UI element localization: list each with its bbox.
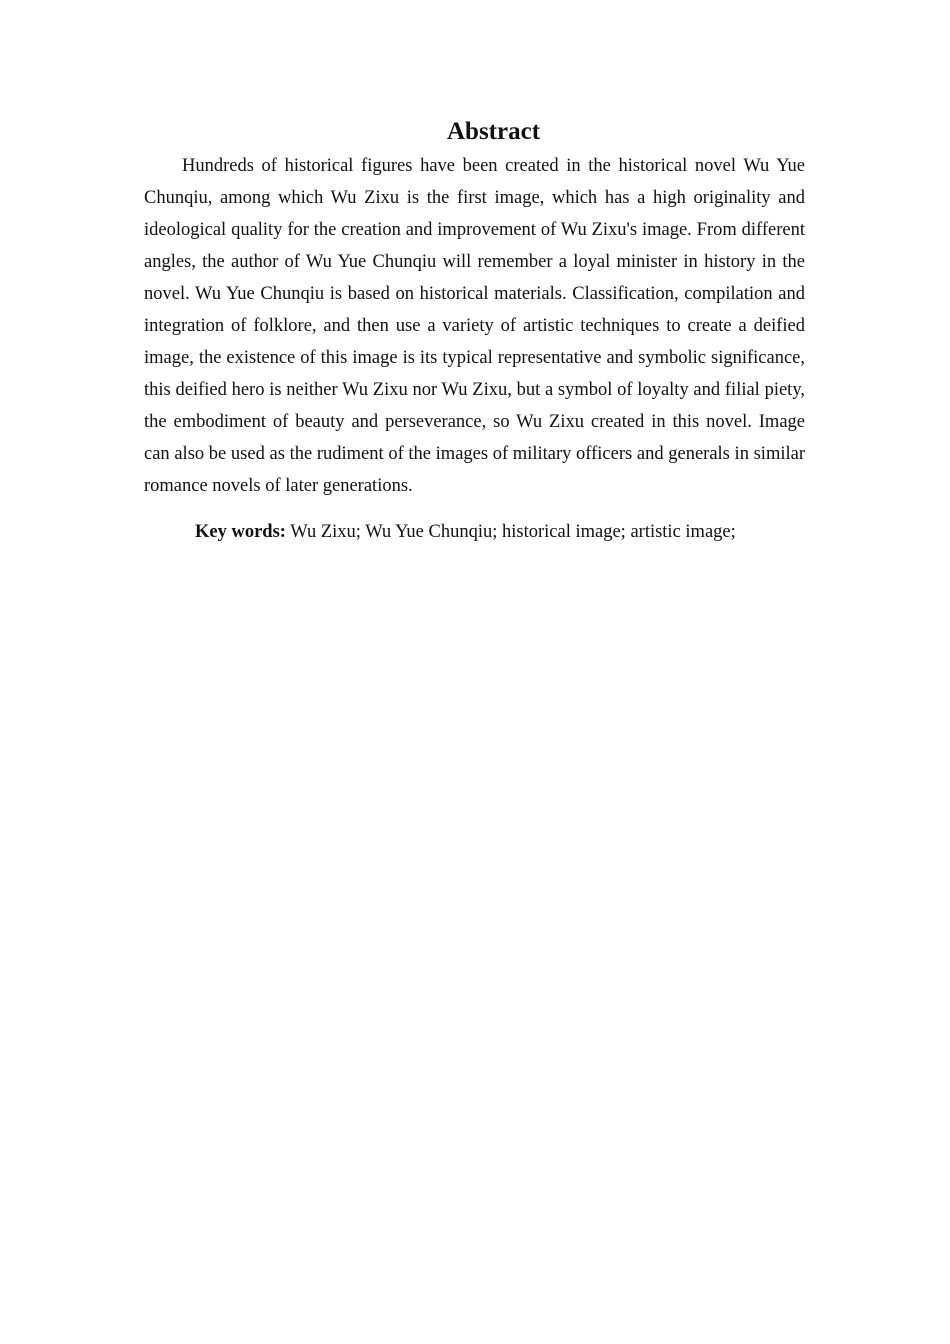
abstract-section [144, 114, 805, 548]
keywords-label: Key words: [195, 522, 286, 542]
keywords-line [144, 516, 805, 548]
abstract-title: Abstract [446, 118, 541, 145]
keywords-text: Wu Zixu; Wu Yue Chunqiu; historical image; artistic image; [285, 522, 736, 542]
abstract-body: Hundreds of historical figures have been created in the historical novel Wu Yue Chunqiu, among which Wu Zixu is the first image, which has a high originality and ideological quality for the creation and improvement of Wu Zixu's image. From different angles, the author of Wu Yue Chunqiu will remember a loyal minister in history in the novel. Wu Yue Chunqiu is based on historical materials. Classification, compilation and integration of folklore, and then use a variety of artistic techniques to create a deified image, the existence of this image is its typical representative and symbolic significance, this deified hero is neither Wu Zixu nor Wu Zixu, but a symbol of loyalty and filial piety, the embodiment of beauty and perseverance, so Wu Zixu created in this novel. Image can also be used as the rudiment of the images of military officers and generals in similar romance novels of later generations. [144, 156, 805, 496]
